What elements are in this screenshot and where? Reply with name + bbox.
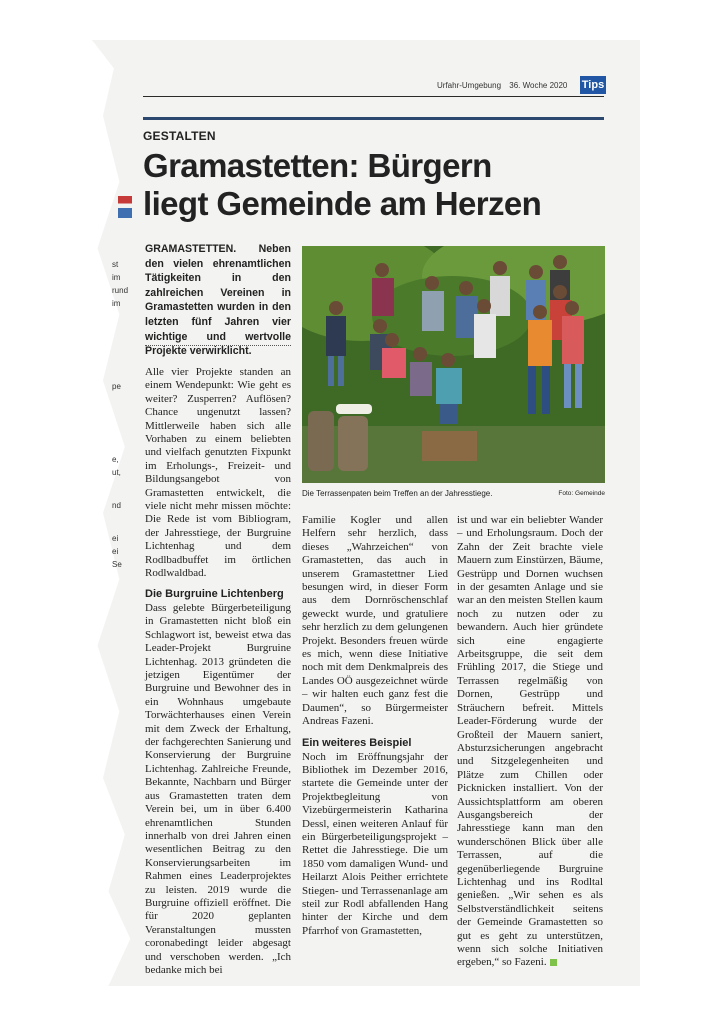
subheading-burgruine: Die Burgruine Lichtenberg: [145, 588, 284, 600]
adjacent-page-color-mark: [118, 196, 132, 218]
beispiel-paragraph: Noch im Eröffnungsjahr der Bibliothek im Dezember 2016, startete die Gemeinde unter der Projektbegleitung von Vizebürgermeisterin Katharina Dessl, einen weiteren Anlauf für ein Bürgerbeteiligungsprojekt – Rettet die Jahresstiege. Die um 1850 vom damaligen Wund- und Heilarzt Alois Peither errichtete Stiegen- und Terrassenanlage am steil zur Rodl abfallenden Hang hinter der Kirche und dem Pfarrhof von Gramastetten,: [302, 750, 448, 937]
column-1-burgruine: [145, 582, 291, 977]
scrap-fragment: im: [112, 299, 121, 308]
issue-week: 36. Woche 2020: [509, 81, 568, 90]
burgruine-paragraph: Dass gelebte Bürgerbeteiligung in Gramastetten nicht bloß ein Schlagwort ist, beweist etwa das Leader-Projekt Burgruine Lichtenhag. 2013 gründeten die jetzigen Eigentümer der Burgruine und Bewohner des in ein Wohnhaus umgebaute Torwächterhauses einen Verein mit dem Zweck der Erhaltung, der fachgerechten Sanierung und Konservierung der Burgruine Lichtenhag. Zahlreiche Freunde, Bekannte, Nachbarn und Bürger aus Gramastetten traten dem Verein bei, um in über 6.400 ehrenamtlichen Stunden innerhalb von drei Jahren einen wesentlichen Beitrag zu den Konservierungsarbeiten im Rahmen eines Leaderprojektes zu leisten. 2019 wurde die Burgruine offiziell eröffnet. Die für 2020 geplanten Veranstaltungen mussten coronabedingt leider abgesagt und verschoben werden. „Ich bedanke mich bei: [145, 602, 291, 976]
scrap-fragment: st: [112, 260, 119, 269]
column-3: [457, 514, 603, 970]
photo-credit: Foto: Gemeinde: [558, 490, 605, 497]
column-1-intro: [145, 366, 291, 581]
scrap-fragment: ei: [112, 534, 119, 543]
scrap-fragment: pe: [112, 382, 121, 391]
scrap-fragment: nd: [112, 501, 121, 510]
lead-text: Neben den vielen ehrenamtlichen Tätigkeiten in den zahlreichen Vereinen in Gramastetten wurden in den letzten fünf Jahren vier wichtige und wertvolle Projekte verwirklicht.: [145, 243, 291, 358]
article-lead: [145, 242, 291, 359]
photo-caption: Die Terrassenpaten beim Treffen an der Jahresstiege.: [302, 489, 493, 498]
article-headline: [143, 147, 613, 223]
intro-paragraph: Alle vier Projekte standen an einem Wendepunkt: Wie geht es weiter? Zusperren? Auflösen? Chance ungenutzt lassen? Mittlerweile haben sich alle Vorhaben zu einem beliebten und vielfach genutzten Fixpunkt im Erholungs-, Freizeit- und Bildungsangebot von Gramastetten entwickelt, die viele nicht mehr missen möchte: Die Rede ist vom Bibliogram, der Jahresstiege, der Burgruine Lichtenhag und dem Rodlbadbuffet im örtlichen Rodlwaldbad.: [145, 366, 291, 580]
column-2: [302, 514, 448, 938]
article-end-mark: [550, 959, 557, 966]
adjacent-column-scrap: [112, 258, 129, 571]
group-photo-illustration: [302, 246, 605, 483]
header-rule: [143, 96, 604, 97]
scrap-fragment: ut,: [112, 468, 121, 477]
article-kicker: GESTALTEN: [143, 129, 216, 143]
scrap-fragment: rund: [112, 286, 129, 295]
scrap-fragment: e,: [112, 455, 119, 464]
lead-divider: [145, 345, 291, 346]
scrap-fragment: im: [112, 273, 121, 282]
column-3-paragraph: [457, 514, 603, 970]
headline-line-2: liegt Gemeinde am Herzen: [143, 185, 542, 222]
group-photo: [302, 246, 605, 483]
column-3-text: ist und war ein beliebter Wander – und Erholungsraum. Doch der Zahn der Zeit brachte viele Mauern zum Einstürzen, Bäume, Gestrüpp und Dornen wuchsen in der gesamten Anlage und sie war an den meisten Stellen kaum noch zu nutzen oder zu bewandern. Auch hier gründete sich eine engagierte Arbeitsgruppe, die seit dem Frühling 2017, die Stiege und Terrassen regelmäßig von Dornen, Gestrüpp und Sträuchern befreit. Mittels Leader-Förderung wurde der Großteil der Mauern saniert, Absturzsicherungen angebracht und Sitzgelegenheiten und Plätze zum Chillen oder Picknicken installiert. Von der Aussichtsplattform am oberen Ausgangsbereich der Jahresstiege kann man den wunderschönen Blick über alle Terrassen, auf die gegenüberliegende Burgruine Lichtenhag und ins Rodltal genießen. „Wir sehen es als Selbstverständlichkeit seitens der Gemeinde Gramastetten so gut es geht zu unterstützen, wenn sich solche Initiativen ergeben,“ so Fazeni.: [457, 514, 603, 969]
column-2-paragraph: Familie Kogler und allen Helfern sehr herzlich, dass dieses „Wahrzeichen“ von Gramastetten, das auch in unserem Gramastettner Lied besungen wird, in dieser Form aus dem Dornröschenschlaf geweckt wurde, und gratuliere sehr herzlich zu dem gelungenen Projekt. Besonders freuen würde es mich, wenn diese Initiative noch mit dem Denkmalpreis des Landes OÖ ausgezeichnet würde – wir halten euch ganz fest die Daumen“, so Bürgermeister Andreas Fazeni.: [302, 514, 448, 728]
photo-caption-row: [302, 489, 605, 498]
lead-dateline: GRAMASTETTEN.: [145, 243, 237, 255]
scrap-fragment: ei: [112, 547, 119, 556]
subheading-beispiel: Ein weiteres Beispiel: [302, 736, 412, 749]
page-header-info: [437, 81, 573, 90]
section-rule: [143, 117, 604, 120]
section-name: Urfahr-Umgebung: [437, 81, 502, 90]
scrap-fragment: Se: [112, 560, 122, 569]
tips-logo: Tips: [580, 76, 606, 94]
headline-line-1: Gramastetten: Bürgern: [143, 147, 492, 184]
